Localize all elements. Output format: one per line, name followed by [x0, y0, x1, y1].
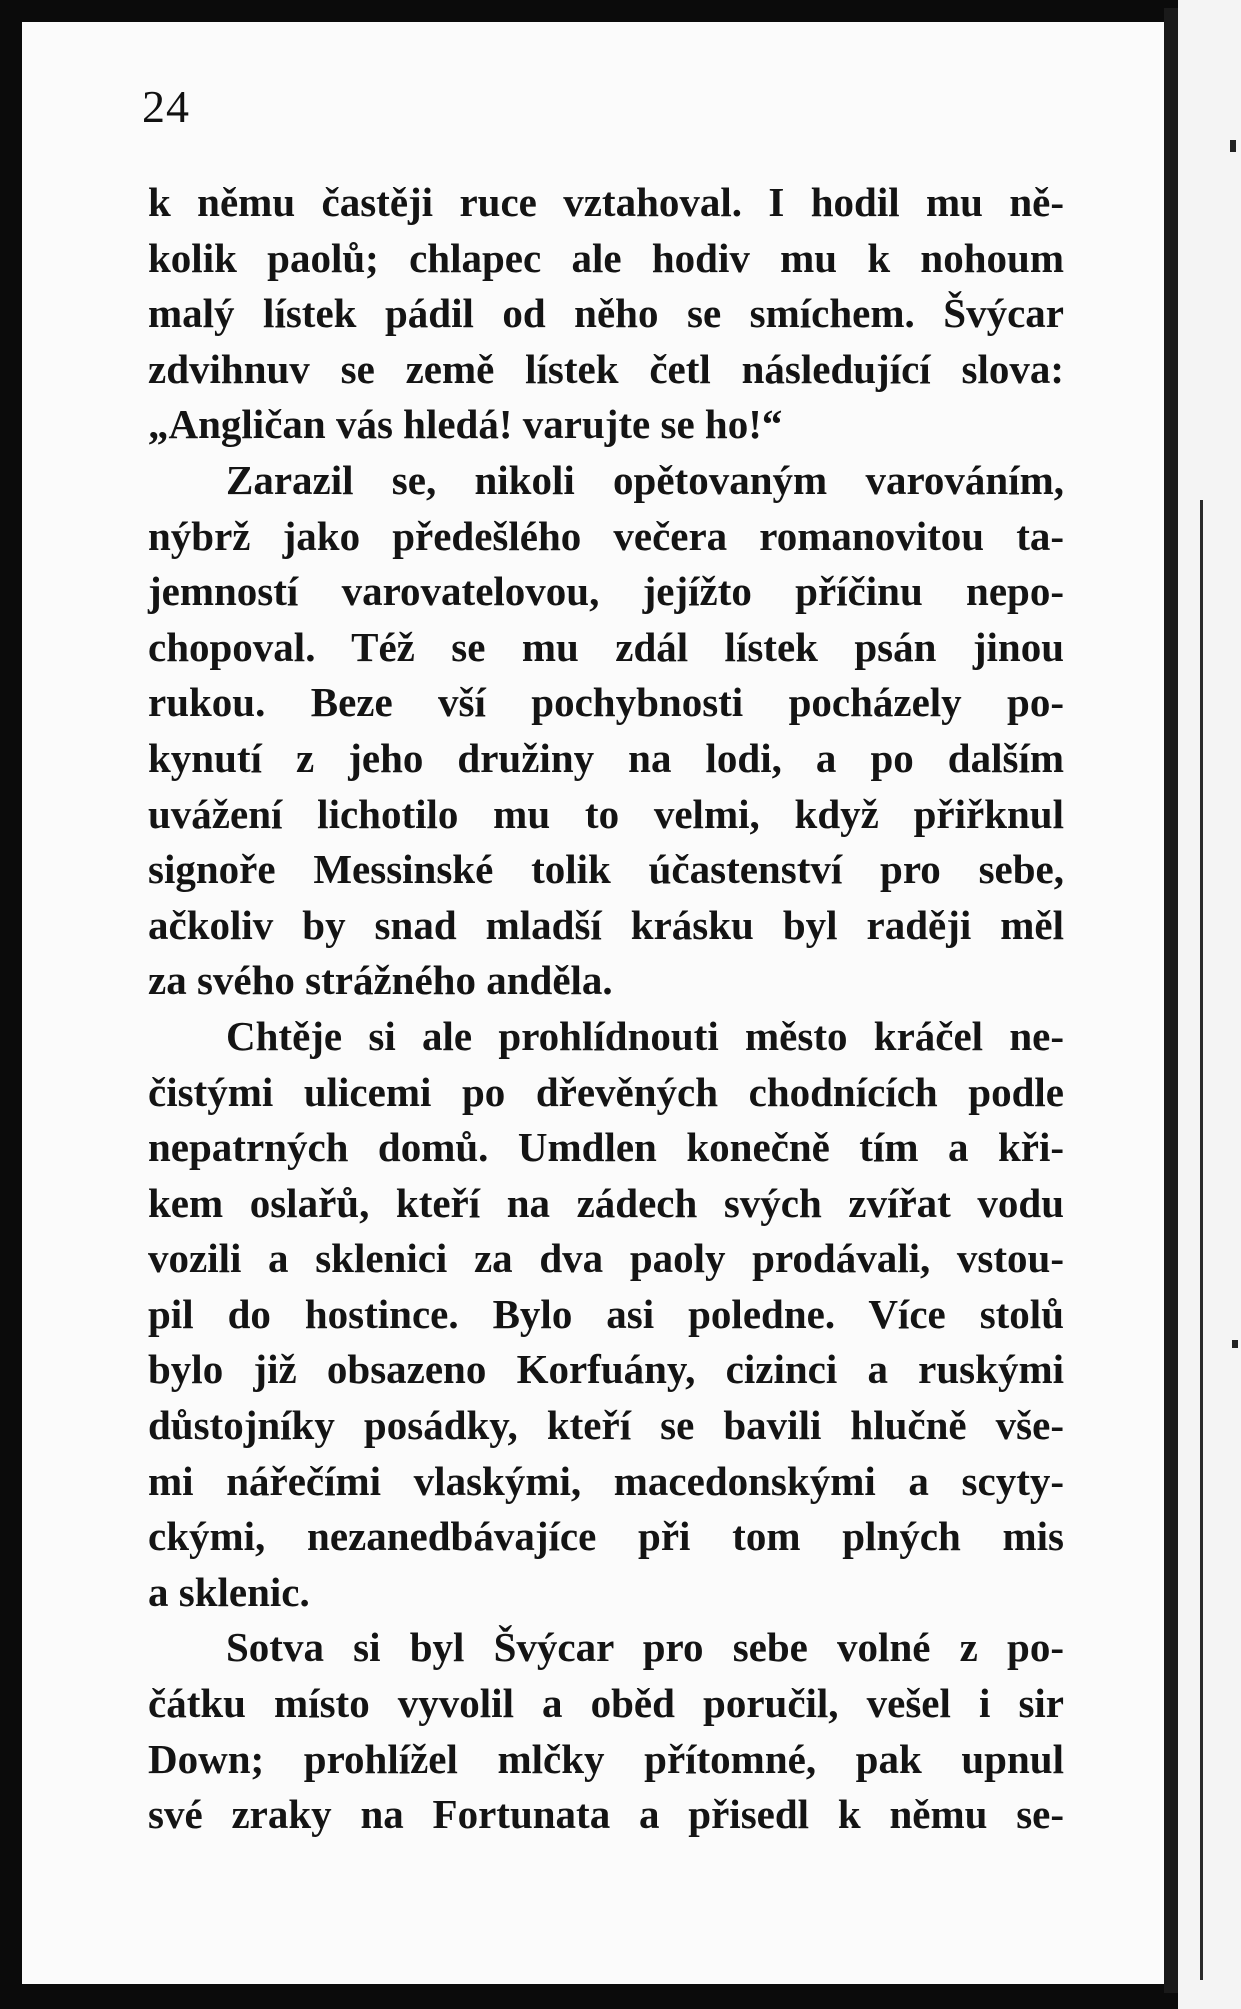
text-line: ckými, nezanedbávajíce při tom plných mis	[148, 1513, 1064, 1560]
text-line: důstojníky posádky, kteří se bavili hlučně vše-	[148, 1402, 1064, 1449]
text-line: malý lístek pádil od něho se smíchem. Švýcar	[148, 290, 1064, 337]
text-line: uvážení lichotilo mu to velmi, když přiřknul	[148, 790, 1064, 837]
text-line: kolik paolů; chlapec ale hodiv mu k nohoum	[148, 234, 1064, 281]
text-line: bylo již obsazeno Korfuány, cizinci a ruskými	[148, 1346, 1064, 1393]
text-line: pil do hostince. Bylo asi poledne. Více stolů	[148, 1290, 1064, 1337]
text-line: jemností varovatelovou, jejížto příčinu nepo-	[148, 568, 1064, 615]
text-line: nepatrných domů. Umdlen konečně tím a kři-	[148, 1124, 1064, 1171]
text-line: Chtěje si ale prohlídnouti město kráčel ne-	[226, 1012, 1064, 1059]
text-line: zdvihnuv se země lístek četl následující slova:	[148, 345, 1064, 392]
text-line: a sklenic.	[148, 1568, 310, 1615]
text-line: Sotva si byl Švýcar pro sebe volné z po-	[226, 1624, 1064, 1671]
page-spine-shadow	[1164, 8, 1178, 1993]
text-line: kynutí z jeho družiny na lodi, a po dalším	[148, 734, 1064, 781]
facing-page-mark	[1232, 1340, 1238, 1348]
text-line: nýbrž jako předešlého večera romanovitou ta-	[148, 512, 1064, 559]
facing-page-mark	[1230, 140, 1236, 152]
text-line: k němu častěji ruce vztahoval. I hodil mu ně-	[148, 179, 1064, 225]
text-line: čistými ulicemi po dřevěných chodnících podle	[148, 1068, 1064, 1115]
text-line: „Angličan vás hledá! varujte se ho!“	[148, 401, 783, 448]
facing-page-rule	[1200, 500, 1203, 1980]
text-line: kem oslařů, kteří na zádech svých zvířat vodu	[148, 1179, 1064, 1226]
text-line: rukou. Beze vší pochybnosti pocházely po-	[148, 679, 1064, 726]
text-line: vozili a sklenici za dva paoly prodávali, vstou-	[148, 1235, 1064, 1282]
text-line: za svého strážného anděla.	[148, 957, 613, 1004]
facing-page-edge	[1178, 0, 1241, 2009]
text-line: své zraky na Fortunata a přisedl k němu se-	[148, 1791, 1064, 1838]
text-line: signoře Messinské tolik účastenství pro sebe,	[148, 846, 1064, 893]
text-line: Down; prohlížel mlčky přítomné, pak upnul	[148, 1735, 1064, 1782]
text-line: ačkoliv by snad mladší krásku byl raději měl	[148, 901, 1064, 948]
page-number: 24	[142, 81, 190, 132]
text-line: chopoval. Též se mu zdál lístek psán jinou	[148, 623, 1064, 670]
text-line: Zarazil se, nikoli opětovaným varováním,	[226, 456, 1064, 503]
body-text	[148, 175, 1064, 1843]
text-line: čátku místo vyvolil a oběd poručil, vešel i sir	[148, 1680, 1064, 1727]
text-line: mi nářečími vlaskými, macedonskými a scyty-	[148, 1457, 1064, 1504]
